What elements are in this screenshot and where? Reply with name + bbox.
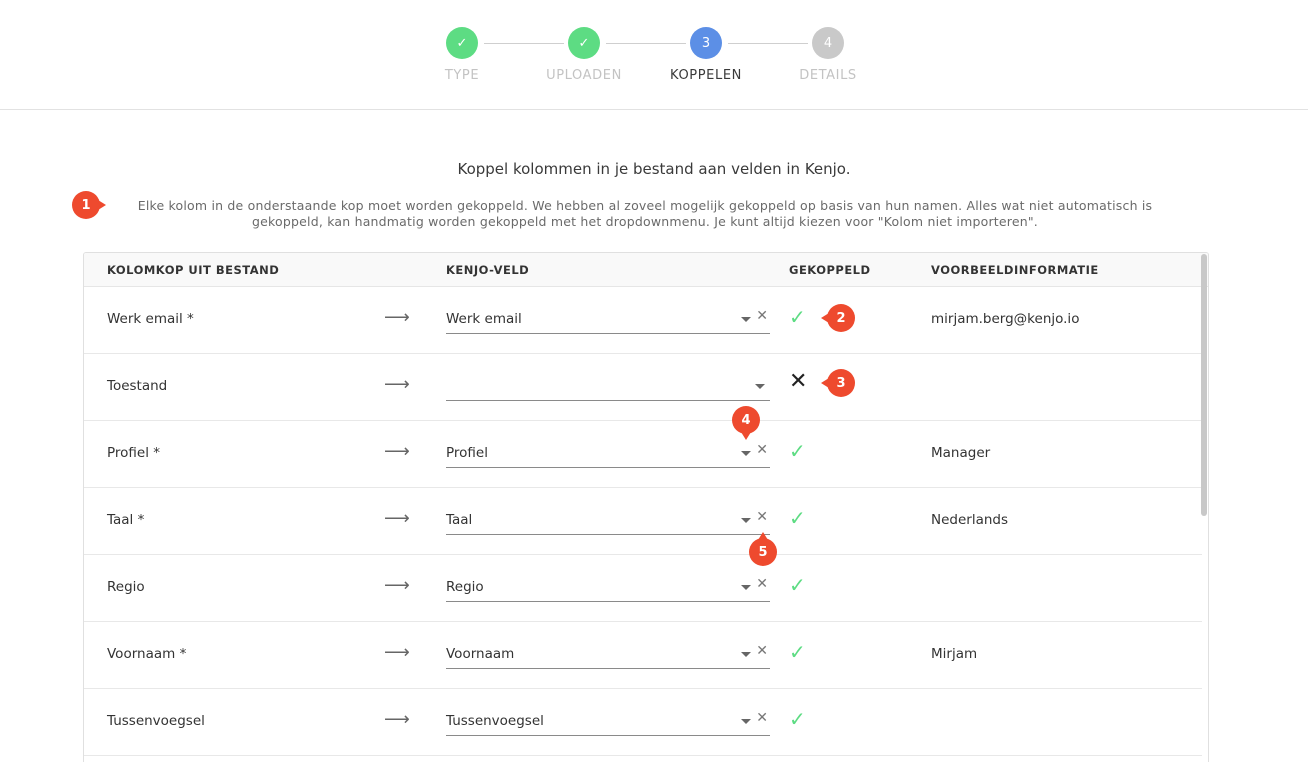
check-icon: ✓: [789, 506, 806, 530]
check-icon: ✓: [446, 27, 478, 59]
annotation-badge-2: 2: [827, 304, 855, 332]
check-icon: ✓: [789, 305, 806, 329]
field-value: Taal: [446, 512, 473, 528]
page-description: Elke kolom in de onderstaande kop moet worden gekoppeld. We hebben al zoveel mogelijk gekoppeld op basis van hun namen. Alles wat niet automatisch is gekoppeld, kan handmatig worden gekoppeld met het dropdownmenu. Je kunt altijd kiezen voor "Kolom niet importeren".: [137, 198, 1153, 229]
table-header: [84, 253, 1208, 287]
kenjo-field-select[interactable]: [446, 368, 770, 401]
step-label: KOPPELEN: [670, 68, 742, 83]
clear-icon[interactable]: ✕: [756, 576, 768, 592]
arrow-right-icon: ⟶: [384, 441, 410, 462]
kenjo-field-select[interactable]: [446, 502, 770, 535]
chevron-down-icon[interactable]: [741, 719, 751, 724]
table-row: [84, 488, 1202, 555]
stepper: [0, 0, 1308, 110]
header-field: KENJO-VELD: [446, 263, 530, 277]
example-value: Nederlands: [931, 512, 1009, 528]
chevron-down-icon[interactable]: [741, 317, 751, 322]
arrow-right-icon: ⟶: [384, 307, 410, 328]
check-icon: ✓: [789, 573, 806, 597]
field-value: Tussenvoegsel: [446, 713, 544, 729]
step-label: DETAILS: [799, 68, 857, 83]
field-value: Werk email: [446, 311, 522, 327]
check-icon: ✓: [789, 640, 806, 664]
clear-icon[interactable]: ✕: [756, 509, 768, 525]
arrow-right-icon: ⟶: [384, 575, 410, 596]
page-title: Koppel kolommen in je bestand aan velden in Kenjo.: [457, 160, 851, 178]
scrollbar[interactable]: [1201, 254, 1207, 516]
column-name: Regio: [107, 579, 145, 595]
column-name: Tussenvoegsel: [107, 713, 205, 729]
kenjo-field-select[interactable]: [446, 569, 770, 602]
step-number: 3: [690, 27, 722, 59]
header-example: VOORBEELDINFORMATIE: [931, 263, 1099, 277]
annotation-badge-3: 3: [827, 369, 855, 397]
column-name: Toestand: [107, 378, 168, 394]
table-row: [84, 287, 1202, 354]
table-row: [84, 689, 1202, 756]
step-koppelen: [646, 27, 766, 83]
step-label: TYPE: [444, 68, 480, 83]
arrow-right-icon: ⟶: [384, 709, 410, 730]
table-row: [84, 555, 1202, 622]
column-name: Voornaam *: [107, 646, 187, 662]
step-number: 4: [812, 27, 844, 59]
clear-icon[interactable]: ✕: [756, 710, 768, 726]
kenjo-field-select[interactable]: [446, 636, 770, 669]
example-value: Manager: [931, 445, 991, 461]
chevron-down-icon[interactable]: [755, 384, 765, 389]
header-column: KOLOMKOP UIT BESTAND: [107, 263, 280, 277]
example-value: mirjam.berg@kenjo.io: [931, 311, 1080, 327]
annotation-badge-4: 4: [732, 406, 760, 434]
arrow-right-icon: ⟶: [384, 642, 410, 663]
arrow-right-icon: ⟶: [384, 374, 410, 395]
chevron-down-icon[interactable]: [741, 518, 751, 523]
field-value: Voornaam: [446, 646, 515, 662]
step-type: [402, 27, 522, 83]
mapping-table: [83, 252, 1209, 762]
field-value: Profiel: [446, 445, 488, 461]
table-row: [84, 354, 1202, 421]
kenjo-field-select[interactable]: [446, 301, 770, 334]
field-value: Regio: [446, 579, 484, 595]
check-icon: ✓: [568, 27, 600, 59]
kenjo-field-select[interactable]: [446, 703, 770, 736]
cross-icon: ✕: [789, 369, 808, 394]
arrow-right-icon: ⟶: [384, 508, 410, 529]
chevron-down-icon[interactable]: [741, 585, 751, 590]
annotation-badge-5: 5: [749, 538, 777, 566]
kenjo-field-select[interactable]: [446, 435, 770, 468]
chevron-down-icon[interactable]: [741, 652, 751, 657]
step-label: UPLOADEN: [546, 68, 622, 83]
clear-icon[interactable]: ✕: [756, 308, 768, 324]
example-value: Mirjam: [931, 646, 978, 662]
column-name: Taal *: [107, 512, 145, 528]
step-uploaden: [524, 27, 644, 83]
check-icon: ✓: [789, 707, 806, 731]
table-row: [84, 421, 1202, 488]
clear-icon[interactable]: ✕: [756, 643, 768, 659]
column-name: Profiel *: [107, 445, 161, 461]
chevron-down-icon[interactable]: [741, 451, 751, 456]
table-row: [84, 622, 1202, 689]
header-matched: GEKOPPELD: [789, 263, 871, 277]
check-icon: ✓: [789, 439, 806, 463]
annotation-badge-1: 1: [72, 191, 100, 219]
column-name: Werk email *: [107, 311, 194, 327]
clear-icon[interactable]: ✕: [756, 442, 768, 458]
step-details: [768, 27, 888, 83]
